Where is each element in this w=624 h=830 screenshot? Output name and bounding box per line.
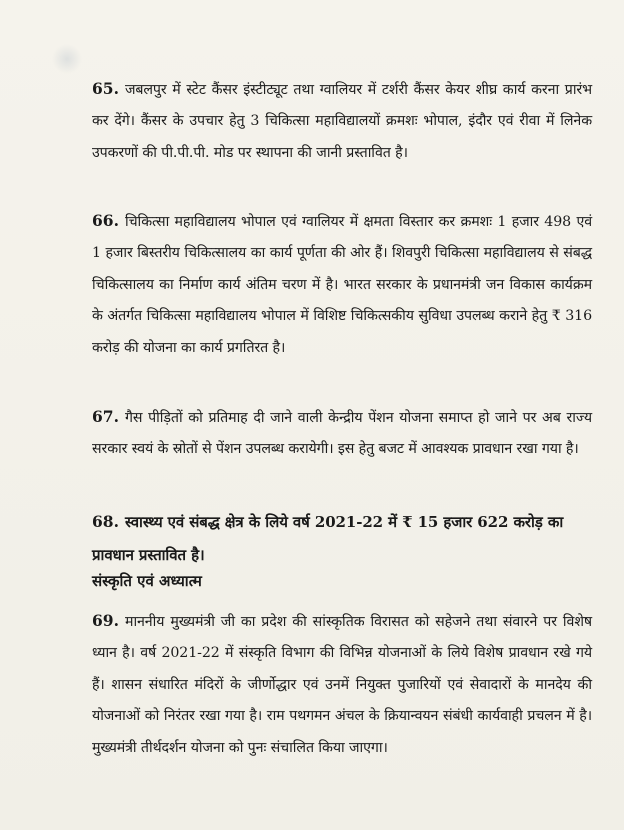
paragraph-number: 67. [92,407,119,426]
paragraph-number: 66. [92,211,119,230]
paragraph-text: जबलपुर में स्टेट कैंसर इंस्टीट्यूट तथा ग्वालियर में टर्शरी कैंसर केयर शीघ्र कार्य करना प्रारंभ कर देंगे। कैंसर के उपचार हेतु 3 चिकित्सा महाविद्यालयों क्रमशः भोपाल, इंदौर एवं रीवा में लिनेक उपकरणों की पी.पी.पी. मोड पर स्थापना की जानी प्रस्तावित है। [92,82,592,161]
paragraph-text: चिकित्सा महाविद्यालय भोपाल एवं ग्वालियर में क्षमता विस्तार कर क्रमशः 1 हजार 498 एवं 1 हजार बिस्तरीय चिकित्सालय का कार्य पूर्णता की ओर हैं। शिवपुरी चिकित्सा महाविद्यालय से संबद्ध चिकित्सालय का निर्माण कार्य अंतिम चरण में है। भारत सरकार के प्रधानमंत्री जन विकास कार्यक्रम के अंतर्गत चिकित्सा महाविद्यालय भोपाल में विशिष्ट चिकित्सकीय सुविधा उपलब्ध कराने हेतु ₹ 316 करोड़ की योजना का कार्य प्रगतिरत है। [92,214,592,356]
paragraph-text: माननीय मुख्यमंत्री जी का प्रदेश की सांस्कृतिक विरासत को सहेजने तथा संवारने पर विशेष ध्यान है। वर्ष 2021-22 में संस्कृति विभाग की विभिन्न योजनाओं के लिये विशेष प्रावधान रखे गये हैं। शासन संधारित मंदिरों के जीर्णोद्धार एवं उनमें नियुक्त पुजारियों एवं सेवादारों के मानदेय की योजनाओं को निरंतर रखा गया है। राम पथगमन अंचल के क्रियान्वयन संबंधी कार्यवाही प्रचलन में है। मुख्यमंत्री तीर्थदर्शन योजना को पुनः संचालित किया जाएगा। [92,614,592,756]
paragraph-67 [92,401,592,466]
section-heading: संस्कृति एवं अध्यात्म [92,572,202,590]
paragraph-text: गैस पीड़ितों को प्रतिमाह दी जाने वाली केन्द्रीय पेंशन योजना समाप्त हो जाने पर अब राज्य सरकार स्वयं के स्रोतों से पेंशन उपलब्ध करायेगी। इस हेतु बजट में आवश्यक प्रावधान रखा गया है। [92,410,592,458]
scan-smudge [52,44,82,74]
paragraph-number: 68. [92,512,119,531]
paragraph-69 [92,605,592,764]
paragraph-66 [92,205,592,364]
paragraph-68 [92,505,592,572]
paragraph-number: 65. [92,79,119,98]
paragraph-number: 69. [92,611,119,630]
paragraph-65 [92,73,592,169]
paragraph-text: स्वास्थ्य एवं संबद्ध क्षेत्र के लिये वर्ष 2021-22 में ₹ 15 हजार 622 करोड़ का प्रावधान प्रस्तावित है। [92,513,564,564]
